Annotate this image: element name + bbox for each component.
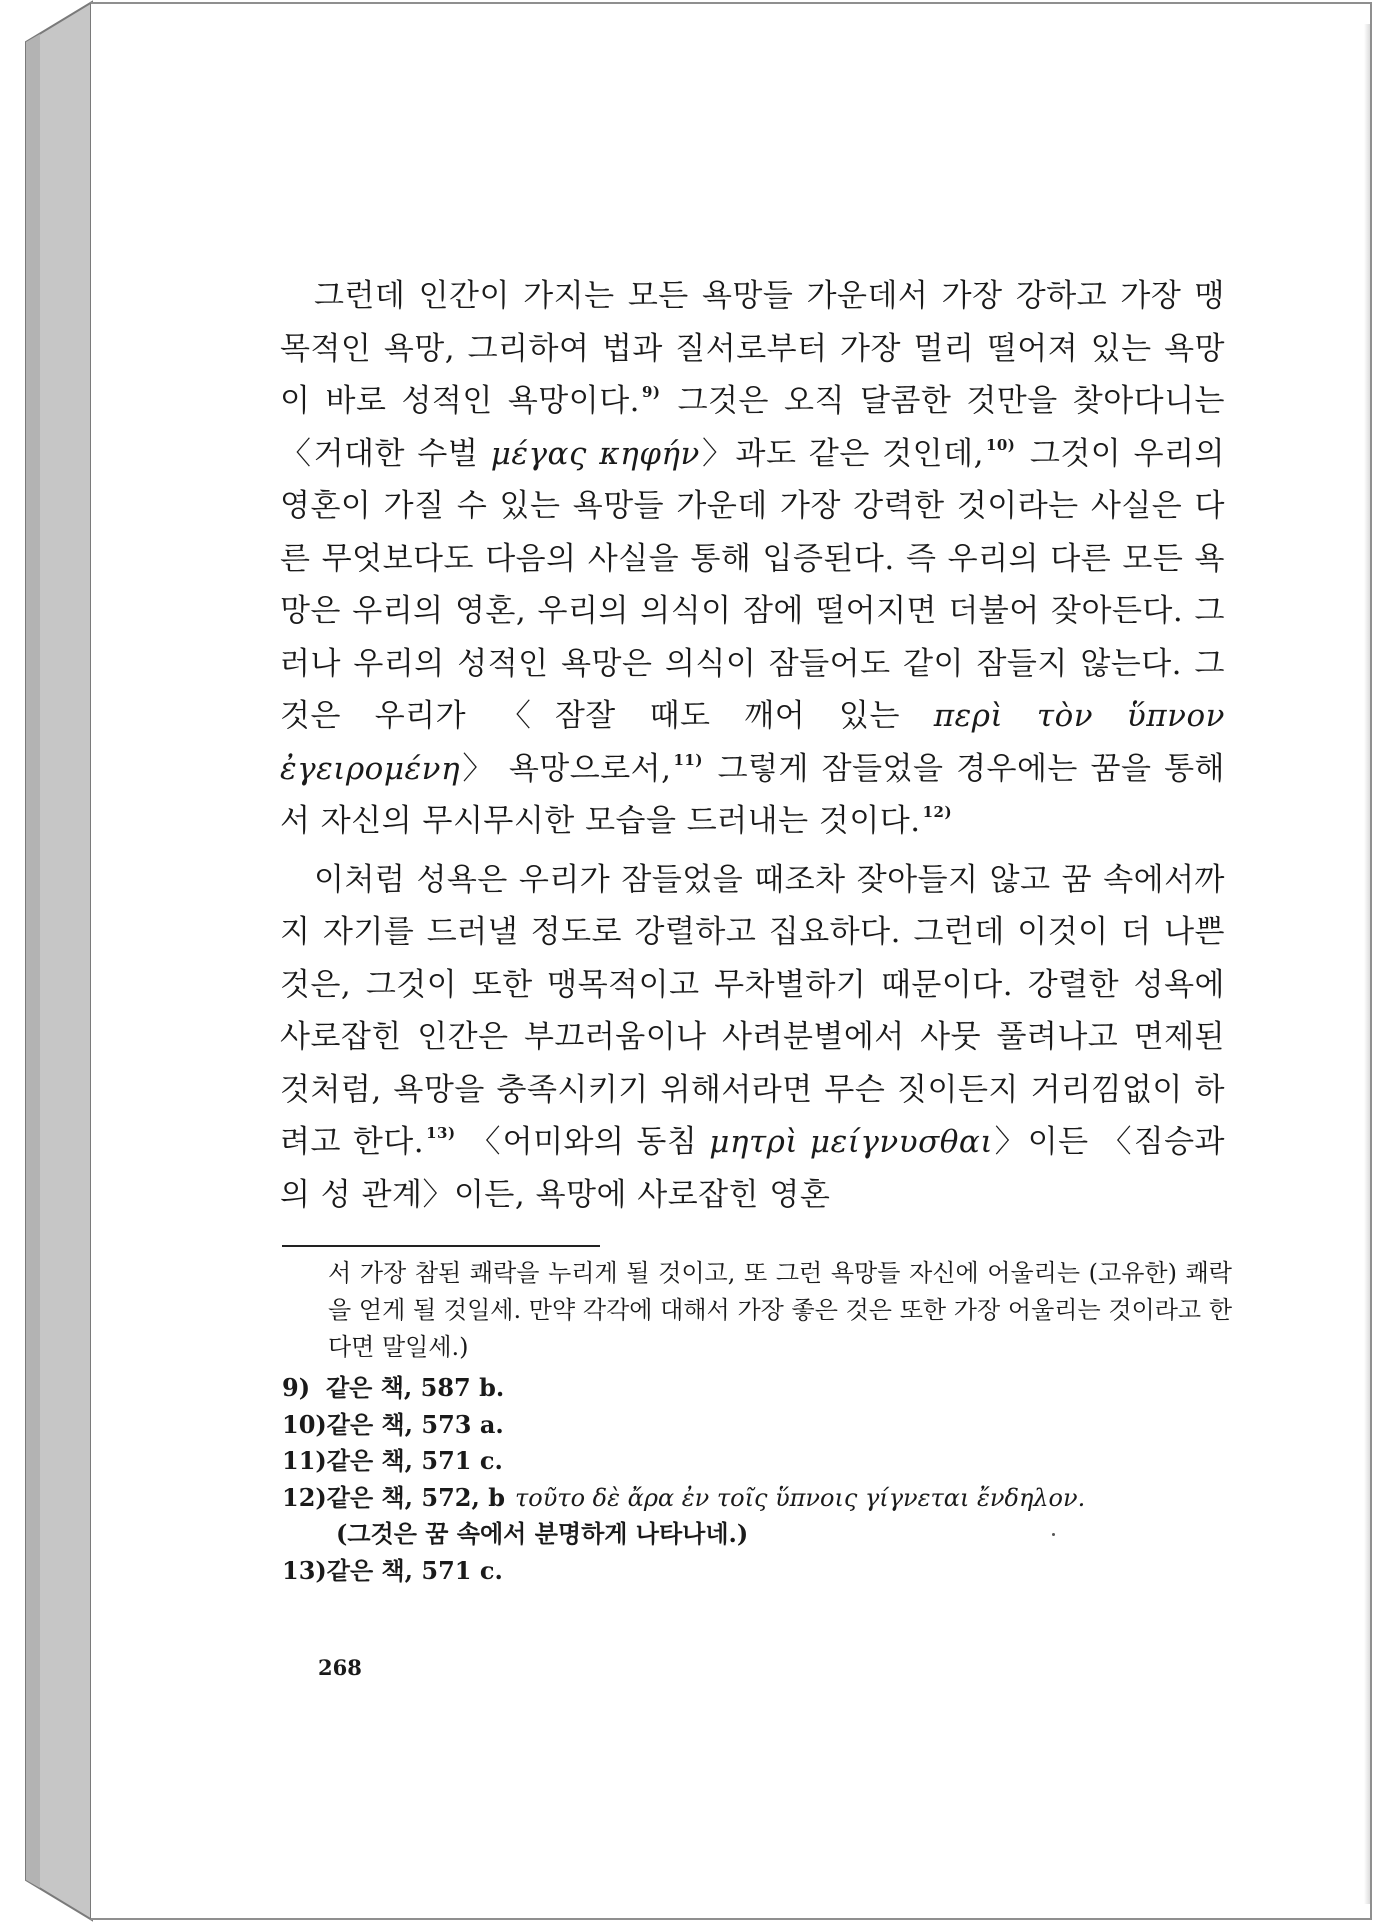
page-edge [1364,24,1370,1904]
page-number: 268 [318,1655,362,1680]
paragraph-2 [280,854,1225,1222]
footnote-reference: 같은 책, 587 b. [326,1373,505,1402]
greek-phrase-3: μητρὶ μείγνυσθαι [709,1124,993,1160]
p1-text-f: 그렇게 잠들었을 경우에는 꿈을 통해서 자신의 무시무시한 모습을 드러내는 것이다. [280,750,1225,839]
footnote-11 [282,1443,1232,1480]
footnote-10 [282,1407,1232,1444]
footnotes [282,1255,1232,1589]
footnote-13 [282,1553,1232,1590]
footnote-reference: 같은 책, 571 c. [326,1555,503,1585]
footnote-number: 10) [282,1409,327,1439]
p2-text-b: 〈어미와의 동침 [457,1124,710,1160]
footnote-number: 11) [282,1446,327,1475]
p1-text-d: 그것이 우리의 영혼이 가질 수 있는 욕망들 가운데 가장 강력한 것이라는 사실은 다른 무엇보다도 다음의 사실을 통해 입증된다. 즉 우리의 다른 모든 욕망은 우리의 영혼, 우리의 의식이 잠에 떨어지면 더불어 잦아든다. 그러나 우리의 성적인 욕망은 의식이 잠들어도 같이 잠들지 않는다. 그것은 우리가 〈잠잘 때도 깨어 있는 [280,435,1226,734]
footnote-12-translation: (그것은 꿈 속에서 분명하게 나타나네.) [336,1519,749,1548]
body-text [280,270,1225,1221]
footnote-ref-13: 13) [426,1124,456,1142]
p2-text-a: 이처럼 성욕은 우리가 잠들었을 때조차 잦아들지 않고 꿈 속에서까지 자기를 드러낼 정도로 강렬하고 집요하다. 그런데 이것이 더 나쁜 것은, 그것이 또한 맹목적이고 무차별하기 때문이다. 강렬한 성욕에 사로잡힌 인간은 부끄러움이나 사려분별에서 사뭇 풀려나고 면제된 것처럼, 욕망을 충족시키기 위해서라면 무슨 짓이든지 거리낌없이 하려고 한다. [280,861,1225,1160]
footnote-number: 12) [282,1482,327,1512]
p1-text-b: 그것은 오직 달콤한 것만을 찾아다니는 〈거대한 수벌 [280,383,1225,472]
p2-text-c: 〉이든 〈짐승과의 성 관계〉이든, 욕망에 사로잡힌 영혼 [280,1124,1225,1213]
book-spine [0,0,100,1925]
footnote-continuation: 서 가장 참된 쾌락을 누리게 될 것이고, 또 그런 욕망들 자신에 어울리는 (고유한) 쾌락을 얻게 될 것일세. 만약 각각에 대해서 가장 좋은 것은 또한 가장 어울리는 것이라고 한다면 말일세.) [328,1259,1232,1361]
print-speck [1052,1533,1055,1536]
greek-phrase-2: περὶ τὸν ὕπνον ἐγειρομένη [280,698,1225,787]
p1-text-a: 그런데 인간이 가지는 모든 욕망들 가운데서 가장 강하고 가장 맹목적인 욕망, 그리하여 법과 질서로부터 가장 멀리 떨어져 있는 욕망이 바로 성적인 욕망이다. [280,278,1225,419]
footnote-ref-11: 11) [673,750,703,769]
footnote-ref-12: 12) [922,803,953,821]
footnote-divider [282,1245,600,1247]
greek-phrase-1: μέγας κηφήν [490,435,700,472]
footnote-greek-quote: τοῦτο δὲ ἄρα ἐν τοῖς ὕπνοις γίγνεται ἔνδηλον. [514,1483,1086,1512]
footnote-number: 13) [282,1555,327,1585]
footnote-ref-9: 9) [642,383,661,401]
footnote-ref-10: 10) [985,435,1016,454]
p1-text-e: 〉 욕망으로서, [460,750,672,787]
footnote-9 [282,1370,1232,1407]
footnote-reference: 같은 책, 571 c. [326,1446,503,1475]
footnote-reference: 같은 책, 572, b [326,1482,505,1512]
p1-text-c: 〉과도 같은 것인데, [699,435,984,472]
footnote-12 [282,1480,1232,1517]
footnote-reference: 같은 책, 573 a. [326,1409,504,1439]
paragraph-1 [280,270,1225,848]
footnote-number: 9) [282,1373,311,1402]
